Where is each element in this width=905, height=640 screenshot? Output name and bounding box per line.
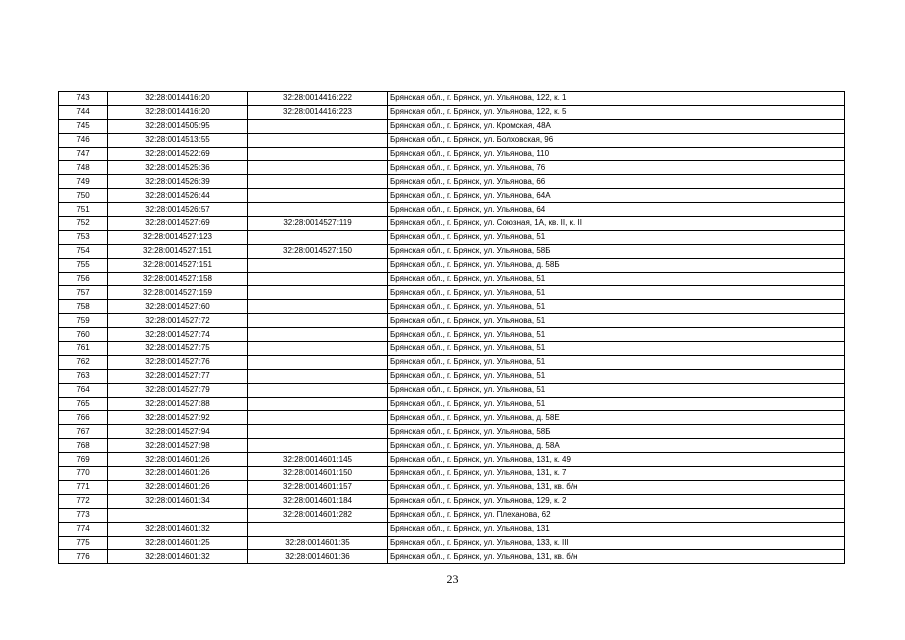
table-row — [59, 411, 845, 425]
object-cadastral-number-cell: 32:28:0014416:223 — [248, 105, 388, 119]
row-number-cell: 766 — [59, 411, 108, 425]
row-number-cell: 759 — [59, 314, 108, 328]
object-cadastral-number-cell — [248, 397, 388, 411]
table-row — [59, 328, 845, 342]
row-number-cell: 743 — [59, 92, 108, 106]
address-cell: Брянская обл., г. Брянск, ул. Ульянова, 66 — [388, 175, 845, 189]
land-cadastral-number-cell: 32:28:0014601:26 — [108, 480, 248, 494]
row-number-cell: 761 — [59, 342, 108, 356]
table-row — [59, 369, 845, 383]
address-cell: Брянская обл., г. Брянск, ул. Ульянова, 51 — [388, 328, 845, 342]
table-row — [59, 467, 845, 481]
land-cadastral-number-cell — [108, 508, 248, 522]
object-cadastral-number-cell — [248, 203, 388, 217]
table-row — [59, 383, 845, 397]
address-cell: Брянская обл., г. Брянск, ул. Ульянова, д. 58Е — [388, 411, 845, 425]
object-cadastral-number-cell: 32:28:0014527:119 — [248, 217, 388, 231]
object-cadastral-number-cell — [248, 439, 388, 453]
row-number-cell: 754 — [59, 244, 108, 258]
object-cadastral-number-cell — [248, 411, 388, 425]
row-number-cell: 770 — [59, 467, 108, 481]
address-cell: Брянская обл., г. Брянск, ул. Ульянова, 122, к. 5 — [388, 105, 845, 119]
row-number-cell: 762 — [59, 355, 108, 369]
address-cell: Брянская обл., г. Брянск, ул. Ульянова, 51 — [388, 300, 845, 314]
address-cell: Брянская обл., г. Брянск, ул. Ульянова, д. 58А — [388, 439, 845, 453]
row-number-cell: 744 — [59, 105, 108, 119]
table-row — [59, 119, 845, 133]
row-number-cell: 772 — [59, 494, 108, 508]
land-cadastral-number-cell: 32:28:0014527:75 — [108, 342, 248, 356]
object-cadastral-number-cell: 32:28:0014601:36 — [248, 550, 388, 564]
object-cadastral-number-cell — [248, 342, 388, 356]
address-cell: Брянская обл., г. Брянск, ул. Ульянова, 64А — [388, 189, 845, 203]
table-row — [59, 230, 845, 244]
address-cell: Брянская обл., г. Брянск, ул. Ульянова, 51 — [388, 286, 845, 300]
object-cadastral-number-cell — [248, 230, 388, 244]
address-cell: Брянская обл., г. Брянск, ул. Ульянова, 58Б — [388, 425, 845, 439]
object-cadastral-number-cell — [248, 286, 388, 300]
row-number-cell: 774 — [59, 522, 108, 536]
table-row — [59, 147, 845, 161]
land-cadastral-number-cell: 32:28:0014416:20 — [108, 92, 248, 106]
land-cadastral-number-cell: 32:28:0014601:26 — [108, 453, 248, 467]
land-cadastral-number-cell: 32:28:0014513:55 — [108, 133, 248, 147]
land-cadastral-number-cell: 32:28:0014527:151 — [108, 258, 248, 272]
table-row — [59, 355, 845, 369]
object-cadastral-number-cell: 32:28:0014601:150 — [248, 467, 388, 481]
row-number-cell: 768 — [59, 439, 108, 453]
land-cadastral-number-cell: 32:28:0014601:26 — [108, 467, 248, 481]
land-cadastral-number-cell: 32:28:0014416:20 — [108, 105, 248, 119]
object-cadastral-number-cell — [248, 355, 388, 369]
object-cadastral-number-cell — [248, 189, 388, 203]
table-row — [59, 217, 845, 231]
land-cadastral-number-cell: 32:28:0014527:94 — [108, 425, 248, 439]
land-cadastral-number-cell: 32:28:0014527:76 — [108, 355, 248, 369]
object-cadastral-number-cell — [248, 147, 388, 161]
table-row — [59, 536, 845, 550]
address-cell: Брянская обл., г. Брянск, ул. Ульянова, 58Б — [388, 244, 845, 258]
table-row — [59, 203, 845, 217]
object-cadastral-number-cell: 32:28:0014601:282 — [248, 508, 388, 522]
page-number: 23 — [446, 572, 459, 586]
row-number-cell: 750 — [59, 189, 108, 203]
row-number-cell: 763 — [59, 369, 108, 383]
land-cadastral-number-cell: 32:28:0014601:25 — [108, 536, 248, 550]
address-cell: Брянская обл., г. Брянск, ул. Ульянова, 51 — [388, 230, 845, 244]
land-cadastral-number-cell: 32:28:0014527:72 — [108, 314, 248, 328]
address-cell: Брянская обл., г. Брянск, ул. Ульянова, 51 — [388, 397, 845, 411]
row-number-cell: 751 — [59, 203, 108, 217]
table-row — [59, 258, 845, 272]
land-cadastral-number-cell: 32:28:0014527:74 — [108, 328, 248, 342]
row-number-cell: 747 — [59, 147, 108, 161]
land-cadastral-number-cell: 32:28:0014527:123 — [108, 230, 248, 244]
land-cadastral-number-cell: 32:28:0014527:77 — [108, 369, 248, 383]
object-cadastral-number-cell: 32:28:0014601:157 — [248, 480, 388, 494]
row-number-cell: 752 — [59, 217, 108, 231]
table-row — [59, 522, 845, 536]
table-row — [59, 133, 845, 147]
address-cell: Брянская обл., г. Брянск, ул. Ульянова, 76 — [388, 161, 845, 175]
address-cell: Брянская обл., г. Брянск, ул. Ульянова, д. 58Б — [388, 258, 845, 272]
row-number-cell: 775 — [59, 536, 108, 550]
land-cadastral-number-cell: 32:28:0014527:60 — [108, 300, 248, 314]
row-number-cell: 767 — [59, 425, 108, 439]
object-cadastral-number-cell — [248, 258, 388, 272]
row-number-cell: 746 — [59, 133, 108, 147]
object-cadastral-number-cell — [248, 425, 388, 439]
object-cadastral-number-cell: 32:28:0014601:145 — [248, 453, 388, 467]
row-number-cell: 756 — [59, 272, 108, 286]
row-number-cell: 749 — [59, 175, 108, 189]
row-number-cell: 776 — [59, 550, 108, 564]
row-number-cell: 755 — [59, 258, 108, 272]
row-number-cell: 760 — [59, 328, 108, 342]
table-row — [59, 105, 845, 119]
land-cadastral-number-cell: 32:28:0014525:36 — [108, 161, 248, 175]
land-cadastral-number-cell: 32:28:0014527:158 — [108, 272, 248, 286]
table-row — [59, 314, 845, 328]
address-cell: Брянская обл., г. Брянск, ул. Ульянова, 51 — [388, 369, 845, 383]
object-cadastral-number-cell: 32:28:0014416:222 — [248, 92, 388, 106]
object-cadastral-number-cell — [248, 522, 388, 536]
address-cell: Брянская обл., г. Брянск, ул. Ульянова, 131 — [388, 522, 845, 536]
land-cadastral-number-cell: 32:28:0014527:88 — [108, 397, 248, 411]
land-cadastral-number-cell: 32:28:0014527:98 — [108, 439, 248, 453]
row-number-cell: 757 — [59, 286, 108, 300]
land-cadastral-number-cell: 32:28:0014526:39 — [108, 175, 248, 189]
table-row — [59, 480, 845, 494]
table-row — [59, 508, 845, 522]
row-number-cell: 765 — [59, 397, 108, 411]
object-cadastral-number-cell — [248, 175, 388, 189]
address-cell: Брянская обл., г. Брянск, ул. Союзная, 1А, кв. II, к. II — [388, 217, 845, 231]
land-cadastral-number-cell: 32:28:0014527:92 — [108, 411, 248, 425]
table-row — [59, 300, 845, 314]
object-cadastral-number-cell: 32:28:0014601:35 — [248, 536, 388, 550]
table-row — [59, 92, 845, 106]
address-cell: Брянская обл., г. Брянск, ул. Ульянова, 51 — [388, 383, 845, 397]
land-cadastral-number-cell: 32:28:0014601:34 — [108, 494, 248, 508]
address-cell: Брянская обл., г. Брянск, ул. Ульянова, 129, к. 2 — [388, 494, 845, 508]
land-cadastral-number-cell: 32:28:0014527:151 — [108, 244, 248, 258]
address-cell: Брянская обл., г. Брянск, ул. Ульянова, 51 — [388, 314, 845, 328]
address-cell: Брянская обл., г. Брянск, ул. Ульянова, 64 — [388, 203, 845, 217]
object-cadastral-number-cell — [248, 328, 388, 342]
object-cadastral-number-cell: 32:28:0014527:150 — [248, 244, 388, 258]
land-cadastral-number-cell: 32:28:0014601:32 — [108, 522, 248, 536]
object-cadastral-number-cell — [248, 314, 388, 328]
table-row — [59, 189, 845, 203]
address-cell: Брянская обл., г. Брянск, ул. Ульянова, 131, кв. б/н — [388, 550, 845, 564]
land-cadastral-number-cell: 32:28:0014522:69 — [108, 147, 248, 161]
table-row — [59, 439, 845, 453]
row-number-cell: 758 — [59, 300, 108, 314]
land-cadastral-number-cell: 32:28:0014527:79 — [108, 383, 248, 397]
table-row — [59, 342, 845, 356]
land-cadastral-number-cell: 32:28:0014526:44 — [108, 189, 248, 203]
land-cadastral-number-cell: 32:28:0014526:57 — [108, 203, 248, 217]
address-cell: Брянская обл., г. Брянск, ул. Ульянова, 122, к. 1 — [388, 92, 845, 106]
table-row — [59, 550, 845, 564]
address-cell: Брянская обл., г. Брянск, ул. Ульянова, 51 — [388, 342, 845, 356]
land-cadastral-number-cell: 32:28:0014601:32 — [108, 550, 248, 564]
address-cell: Брянская обл., г. Брянск, ул. Ульянова, 110 — [388, 147, 845, 161]
object-cadastral-number-cell — [248, 119, 388, 133]
table-row — [59, 397, 845, 411]
address-cell: Брянская обл., г. Брянск, ул. Ульянова, 51 — [388, 355, 845, 369]
row-number-cell: 769 — [59, 453, 108, 467]
address-cell: Брянская обл., г. Брянск, ул. Кромская, 48А — [388, 119, 845, 133]
address-cell: Брянская обл., г. Брянск, ул. Ульянова, 131, к. 49 — [388, 453, 845, 467]
object-cadastral-number-cell: 32:28:0014601:184 — [248, 494, 388, 508]
row-number-cell: 771 — [59, 480, 108, 494]
registry-table-body — [59, 92, 845, 564]
address-cell: Брянская обл., г. Брянск, ул. Ульянова, 133, к. III — [388, 536, 845, 550]
table-row — [59, 286, 845, 300]
object-cadastral-number-cell — [248, 369, 388, 383]
object-cadastral-number-cell — [248, 300, 388, 314]
object-cadastral-number-cell — [248, 133, 388, 147]
address-cell: Брянская обл., г. Брянск, ул. Ульянова, 51 — [388, 272, 845, 286]
table-row — [59, 453, 845, 467]
row-number-cell: 748 — [59, 161, 108, 175]
table-row — [59, 175, 845, 189]
table-row — [59, 161, 845, 175]
object-cadastral-number-cell — [248, 272, 388, 286]
object-cadastral-number-cell — [248, 161, 388, 175]
row-number-cell: 764 — [59, 383, 108, 397]
table-row — [59, 494, 845, 508]
address-cell: Брянская обл., г. Брянск, ул. Болховская, 96 — [388, 133, 845, 147]
row-number-cell: 753 — [59, 230, 108, 244]
land-cadastral-number-cell: 32:28:0014527:159 — [108, 286, 248, 300]
table-row — [59, 425, 845, 439]
registry-table — [58, 91, 845, 564]
land-cadastral-number-cell: 32:28:0014505:95 — [108, 119, 248, 133]
address-cell: Брянская обл., г. Брянск, ул. Ульянова, 131, к. 7 — [388, 467, 845, 481]
table-row — [59, 272, 845, 286]
row-number-cell: 773 — [59, 508, 108, 522]
row-number-cell: 745 — [59, 119, 108, 133]
land-cadastral-number-cell: 32:28:0014527:69 — [108, 217, 248, 231]
address-cell: Брянская обл., г. Брянск, ул. Ульянова, 131, кв. б/н — [388, 480, 845, 494]
address-cell: Брянская обл., г. Брянск, ул. Плеханова, 62 — [388, 508, 845, 522]
object-cadastral-number-cell — [248, 383, 388, 397]
table-row — [59, 244, 845, 258]
